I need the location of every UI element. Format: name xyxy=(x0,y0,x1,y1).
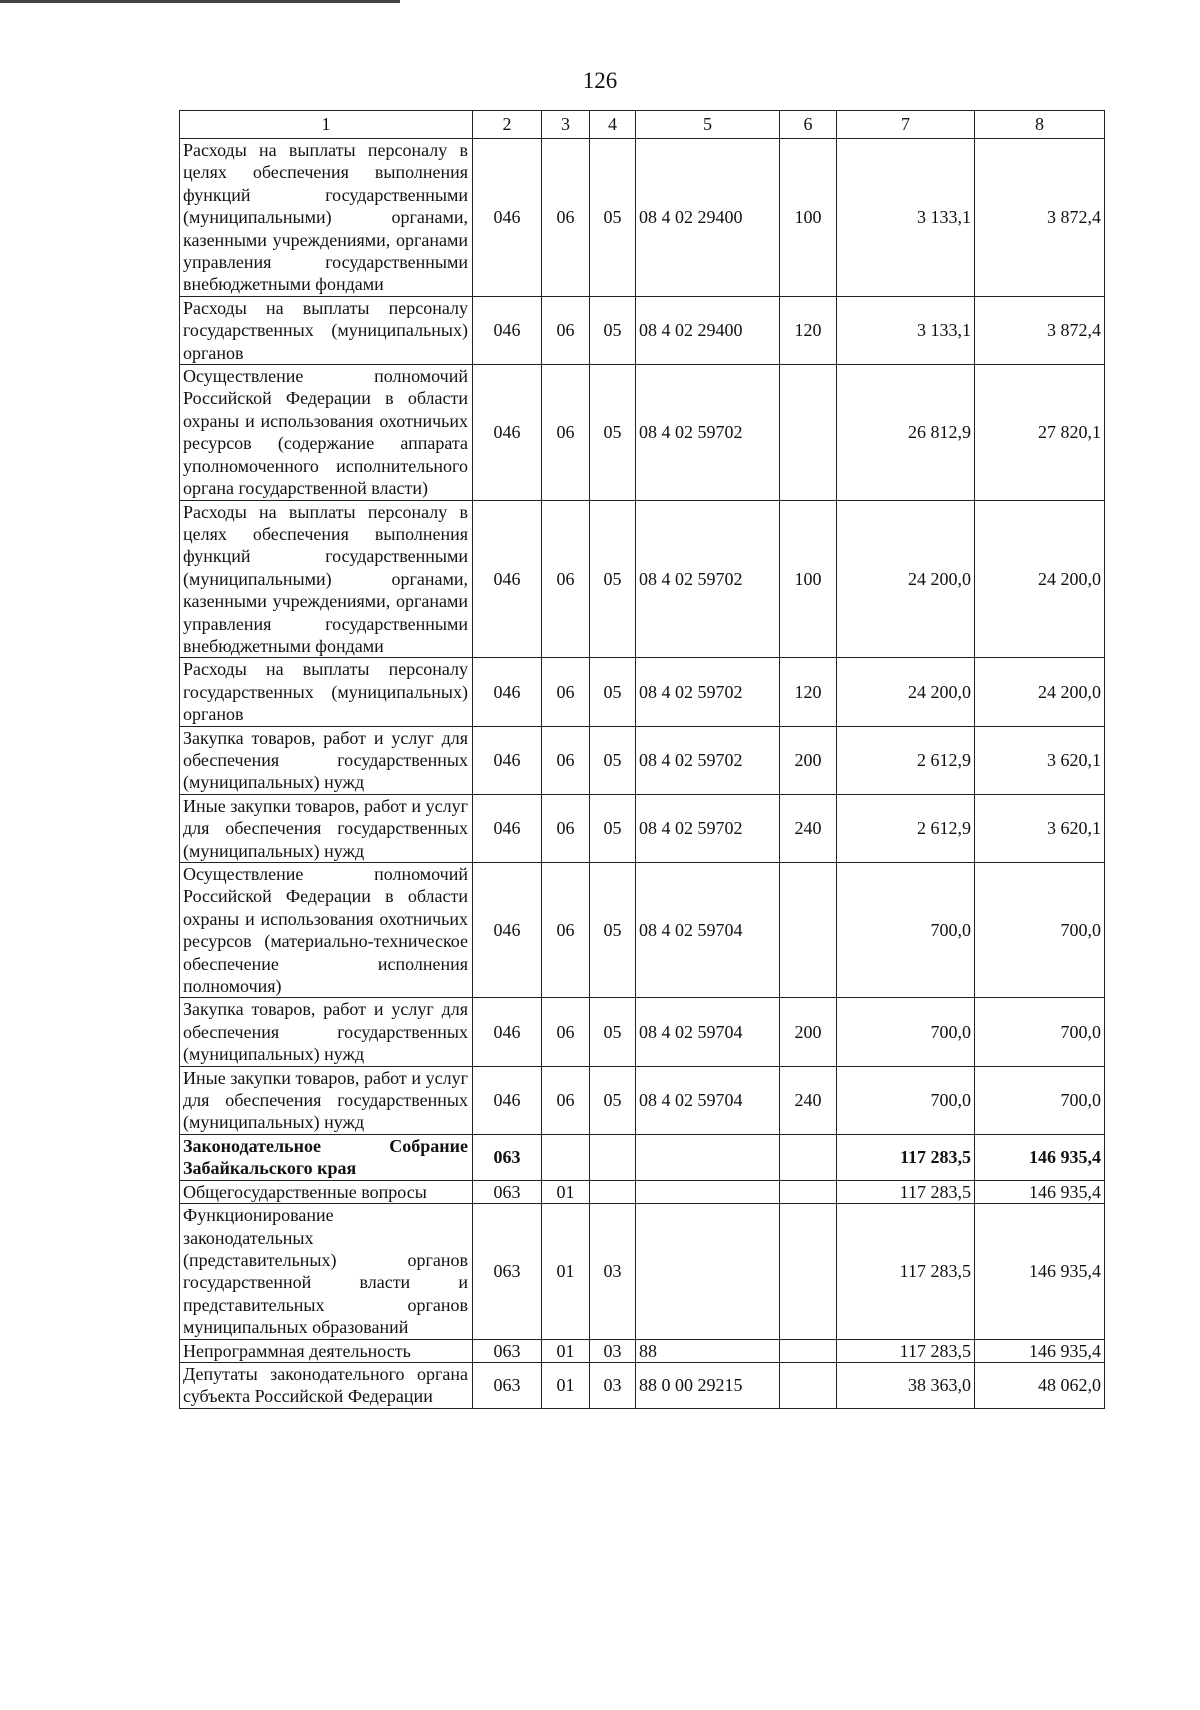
cell-target-article: 08 4 02 59702 xyxy=(636,658,780,726)
cell-section: 06 xyxy=(542,998,590,1066)
cell-ministry-code: 063 xyxy=(473,1362,542,1408)
cell-expense-type: 200 xyxy=(780,998,837,1066)
cell-section: 06 xyxy=(542,296,590,364)
column-header: 5 xyxy=(636,111,780,139)
row-name: Иные закупки товаров, работ и услуг для обеспечения государственных (муниципальных) нужд xyxy=(180,794,473,862)
table-row xyxy=(180,296,1105,364)
table-row-section-total xyxy=(180,1134,1105,1180)
cell-amount-col8: 700,0 xyxy=(975,998,1105,1066)
cell-amount-col7: 24 200,0 xyxy=(837,500,975,658)
row-name: Непрограммная деятельность xyxy=(180,1339,473,1362)
cell-target-article: 08 4 02 29400 xyxy=(636,296,780,364)
row-name: Расходы на выплаты персоналу государственных (муниципальных) органов xyxy=(180,658,473,726)
cell-section: 01 xyxy=(542,1362,590,1408)
cell-subsection: 03 xyxy=(590,1362,636,1408)
cell-ministry-code: 046 xyxy=(473,139,542,297)
cell-target-article: 08 4 02 59702 xyxy=(636,365,780,500)
cell-amount-col7: 700,0 xyxy=(837,863,975,998)
cell-expense-type: 100 xyxy=(780,500,837,658)
table-row xyxy=(180,1339,1105,1362)
row-name: Расходы на выплаты персоналу в целях обеспечения выполнения функций государственными (муниципальными) органами, казенными учреждениями, органами управления государственными внебюджетными фондами xyxy=(180,139,473,297)
row-name: Осуществление полномочий Российской Федерации в области охраны и использования охотничьих ресурсов (содержание аппарата уполномоченного исполнительного органа государственной власти) xyxy=(180,365,473,500)
column-header: 3 xyxy=(542,111,590,139)
cell-amount-col7: 117 283,5 xyxy=(837,1339,975,1362)
cell-section: 01 xyxy=(542,1204,590,1339)
cell-ministry-code: 046 xyxy=(473,658,542,726)
cell-target-article: 08 4 02 29400 xyxy=(636,139,780,297)
cell-subsection: 05 xyxy=(590,794,636,862)
cell-subsection: 03 xyxy=(590,1204,636,1339)
table-row xyxy=(180,365,1105,500)
cell-target-article: 88 0 00 29215 xyxy=(636,1362,780,1408)
cell-target-article: 08 4 02 59702 xyxy=(636,794,780,862)
table-row xyxy=(180,1362,1105,1408)
table-header-row xyxy=(180,111,1105,139)
cell-expense-type: 240 xyxy=(780,794,837,862)
row-name: Расходы на выплаты персоналу государственных (муниципальных) органов xyxy=(180,296,473,364)
cell-ministry-code: 063 xyxy=(473,1339,542,1362)
cell-ministry-code: 063 xyxy=(473,1134,542,1180)
cell-ministry-code: 046 xyxy=(473,365,542,500)
cell-subsection: 05 xyxy=(590,726,636,794)
scan-top-edge-line xyxy=(0,0,400,3)
cell-target-article: 08 4 02 59704 xyxy=(636,998,780,1066)
table-row xyxy=(180,1204,1105,1339)
column-header: 2 xyxy=(473,111,542,139)
cell-amount-col7: 117 283,5 xyxy=(837,1180,975,1203)
cell-ministry-code: 046 xyxy=(473,296,542,364)
cell-subsection: 05 xyxy=(590,998,636,1066)
cell-section: 06 xyxy=(542,139,590,297)
cell-amount-col7: 117 283,5 xyxy=(837,1204,975,1339)
budget-table xyxy=(179,110,1105,1409)
cell-expense-type: 120 xyxy=(780,296,837,364)
row-name: Функционирование законодательных (представительных) органов государственной власти и представительных органов муниципальных образований xyxy=(180,1204,473,1339)
cell-expense-type: 100 xyxy=(780,139,837,297)
cell-expense-type: 120 xyxy=(780,658,837,726)
table-row xyxy=(180,998,1105,1066)
table-row xyxy=(180,500,1105,658)
cell-target-article xyxy=(636,1134,780,1180)
cell-amount-col7: 117 283,5 xyxy=(837,1134,975,1180)
column-header: 6 xyxy=(780,111,837,139)
column-header: 8 xyxy=(975,111,1105,139)
cell-expense-type xyxy=(780,1180,837,1203)
cell-expense-type xyxy=(780,365,837,500)
cell-target-article xyxy=(636,1180,780,1203)
cell-target-article xyxy=(636,1204,780,1339)
column-header: 7 xyxy=(837,111,975,139)
cell-subsection xyxy=(590,1134,636,1180)
cell-section: 06 xyxy=(542,726,590,794)
cell-target-article: 08 4 02 59704 xyxy=(636,1066,780,1134)
cell-amount-col7: 24 200,0 xyxy=(837,658,975,726)
cell-subsection xyxy=(590,1180,636,1203)
cell-expense-type xyxy=(780,1339,837,1362)
cell-ministry-code: 063 xyxy=(473,1180,542,1203)
cell-subsection: 05 xyxy=(590,296,636,364)
cell-expense-type: 240 xyxy=(780,1066,837,1134)
cell-section: 06 xyxy=(542,863,590,998)
cell-amount-col7: 3 133,1 xyxy=(837,139,975,297)
cell-section: 06 xyxy=(542,365,590,500)
cell-section: 06 xyxy=(542,794,590,862)
cell-amount-col7: 700,0 xyxy=(837,1066,975,1134)
cell-amount-col8: 48 062,0 xyxy=(975,1362,1105,1408)
row-name: Закупка товаров, работ и услуг для обеспечения государственных (муниципальных) нужд xyxy=(180,726,473,794)
cell-amount-col8: 146 935,4 xyxy=(975,1134,1105,1180)
cell-amount-col8: 27 820,1 xyxy=(975,365,1105,500)
cell-target-article: 08 4 02 59704 xyxy=(636,863,780,998)
cell-section: 01 xyxy=(542,1180,590,1203)
cell-amount-col7: 26 812,9 xyxy=(837,365,975,500)
row-name: Депутаты законодательного органа субъекта Российской Федерации xyxy=(180,1362,473,1408)
row-name: Расходы на выплаты персоналу в целях обеспечения выполнения функций государственными (муниципальными) органами, казенными учреждениями, органами управления государственными внебюджетными фондами xyxy=(180,500,473,658)
cell-amount-col8: 3 872,4 xyxy=(975,296,1105,364)
cell-amount-col8: 146 935,4 xyxy=(975,1180,1105,1203)
table-row xyxy=(180,139,1105,297)
cell-target-article: 08 4 02 59702 xyxy=(636,726,780,794)
column-header: 1 xyxy=(180,111,473,139)
cell-section: 06 xyxy=(542,1066,590,1134)
cell-ministry-code: 046 xyxy=(473,998,542,1066)
table-row xyxy=(180,658,1105,726)
page-number: 126 xyxy=(582,68,618,93)
cell-amount-col7: 2 612,9 xyxy=(837,794,975,862)
cell-amount-col8: 3 620,1 xyxy=(975,794,1105,862)
cell-section: 06 xyxy=(542,658,590,726)
cell-section: 06 xyxy=(542,500,590,658)
cell-ministry-code: 046 xyxy=(473,863,542,998)
cell-amount-col8: 24 200,0 xyxy=(975,500,1105,658)
cell-expense-type xyxy=(780,863,837,998)
cell-amount-col8: 24 200,0 xyxy=(975,658,1105,726)
cell-subsection: 05 xyxy=(590,139,636,297)
row-name: Законодательное Собрание Забайкальского края xyxy=(180,1134,473,1180)
cell-ministry-code: 046 xyxy=(473,794,542,862)
cell-ministry-code: 046 xyxy=(473,1066,542,1134)
cell-amount-col8: 146 935,4 xyxy=(975,1204,1105,1339)
cell-section xyxy=(542,1134,590,1180)
cell-amount-col8: 146 935,4 xyxy=(975,1339,1105,1362)
cell-expense-type xyxy=(780,1134,837,1180)
cell-expense-type xyxy=(780,1204,837,1339)
cell-ministry-code: 063 xyxy=(473,1204,542,1339)
cell-subsection: 05 xyxy=(590,365,636,500)
cell-ministry-code: 046 xyxy=(473,500,542,658)
cell-subsection: 05 xyxy=(590,863,636,998)
cell-amount-col8: 700,0 xyxy=(975,1066,1105,1134)
cell-target-article: 88 xyxy=(636,1339,780,1362)
cell-amount-col7: 700,0 xyxy=(837,998,975,1066)
row-name: Общегосударственные вопросы xyxy=(180,1180,473,1203)
cell-amount-col7: 2 612,9 xyxy=(837,726,975,794)
cell-section: 01 xyxy=(542,1339,590,1362)
cell-ministry-code: 046 xyxy=(473,726,542,794)
cell-target-article: 08 4 02 59702 xyxy=(636,500,780,658)
cell-subsection: 05 xyxy=(590,500,636,658)
row-name: Иные закупки товаров, работ и услуг для обеспечения государственных (муниципальных) нужд xyxy=(180,1066,473,1134)
row-name: Закупка товаров, работ и услуг для обеспечения государственных (муниципальных) нужд xyxy=(180,998,473,1066)
table-row xyxy=(180,1180,1105,1203)
cell-amount-col8: 700,0 xyxy=(975,863,1105,998)
row-name: Осуществление полномочий Российской Федерации в области охраны и использования охотничьих ресурсов (материально-техническое обеспечение исполнения полномочия) xyxy=(180,863,473,998)
column-header: 4 xyxy=(590,111,636,139)
table-row xyxy=(180,863,1105,998)
table-row xyxy=(180,1066,1105,1134)
cell-amount-col7: 38 363,0 xyxy=(837,1362,975,1408)
cell-expense-type: 200 xyxy=(780,726,837,794)
cell-subsection: 05 xyxy=(590,658,636,726)
table-row xyxy=(180,794,1105,862)
cell-amount-col8: 3 872,4 xyxy=(975,139,1105,297)
cell-expense-type xyxy=(780,1362,837,1408)
cell-amount-col7: 3 133,1 xyxy=(837,296,975,364)
cell-subsection: 03 xyxy=(590,1339,636,1362)
cell-amount-col8: 3 620,1 xyxy=(975,726,1105,794)
table-row xyxy=(180,726,1105,794)
cell-subsection: 05 xyxy=(590,1066,636,1134)
